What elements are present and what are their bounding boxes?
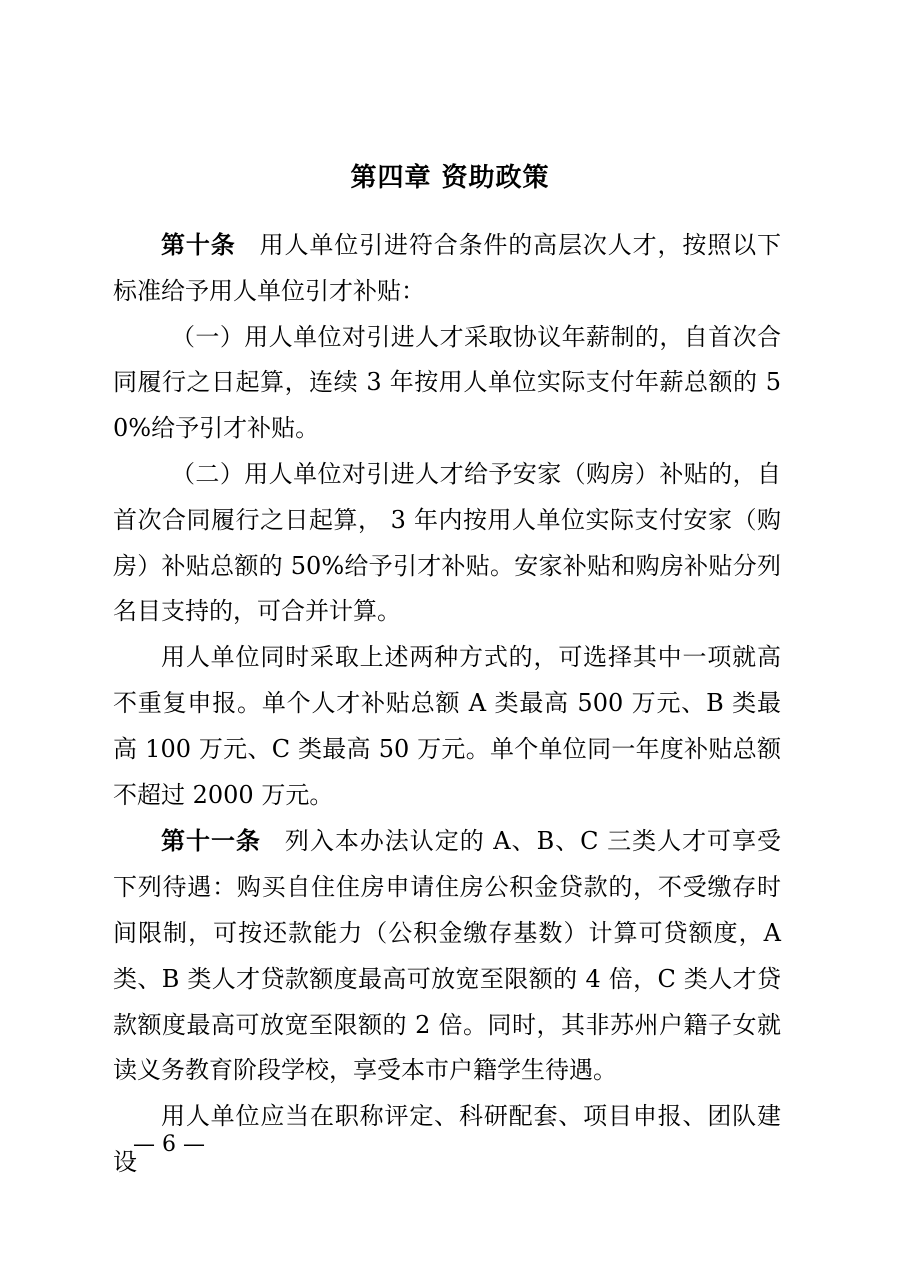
article-11-heading: 第十一条 (161, 826, 261, 856)
article-10-heading: 第十条 (161, 230, 236, 259)
article-11-paragraph (113, 818, 781, 1094)
document-body (113, 222, 781, 1186)
clause-2-text: （二）用人单位对引进人才给予安家（购房）补贴的，自首次合同履行之日起算， 3 年内按用人单位实际支付安家（购房）补贴总额的 50%给予引才补贴。安家补贴和购房补贴分列名目支持的，可合并计算。 (113, 459, 781, 626)
chapter-title: 第四章 资助政策 (350, 163, 550, 193)
employer-duty-text: 用人单位应当在职称评定、科研配套、项目申报、团队建设 (113, 1102, 781, 1176)
article-10-text: 用人单位引进符合条件的高层次人才，按照以下标准给予用人单位引才补贴： (113, 231, 781, 305)
subsidy-limit-text: 用人单位同时采取上述两种方式的，可选择其中一项就高不重复申报。单个人才补贴总额 A 类最高 500 万元、B 类最高 100 万元、C 类最高 50 万元。单个单位同一年度补贴总额不超过 2000 万元。 (113, 643, 781, 809)
clause-1-paragraph (113, 315, 781, 452)
clause-1-text: （一）用人单位对引进人才采取协议年薪制的，自首次合同履行之日起算，连续 3 年按用人单位实际支付年薪总额的 50%给予引才补贴。 (113, 322, 781, 443)
page-number: — 6 — (133, 1132, 205, 1157)
subsidy-limit-paragraph (113, 635, 781, 818)
article-10-paragraph (113, 222, 781, 315)
clause-2-paragraph (113, 452, 781, 635)
article-11-text: 列入本办法认定的 A、B、C 三类人才可享受下列待遇：购买自住住房申请住房公积金贷款的，不受缴存时间限制，可按还款能力（公积金缴存基数）计算可贷额度，A 类、B 类人才贷款额度最高可放宽至限额的 4 倍，C 类人才贷款额度最高可放宽至限额的 2 倍。同时，其非苏州户籍子女就读义务教育阶段学校，享受本市户籍学生待遇。 (113, 827, 782, 1085)
employer-duty-paragraph (113, 1094, 781, 1186)
